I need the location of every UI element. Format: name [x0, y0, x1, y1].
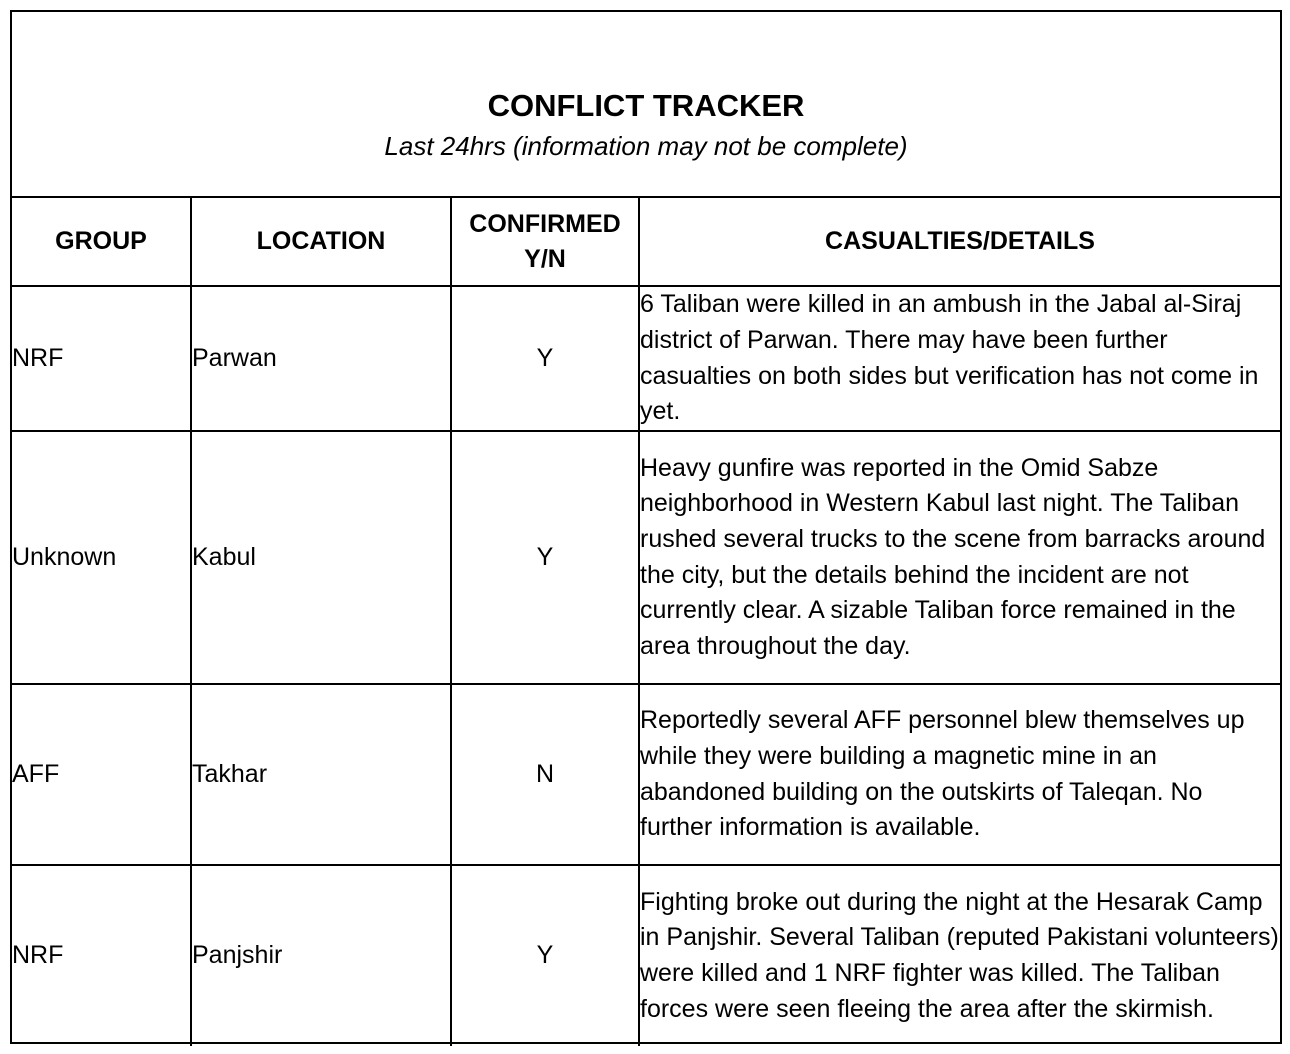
cell-location: Takhar	[191, 684, 451, 865]
column-header-confirmed	[451, 198, 639, 286]
title-block	[12, 12, 1280, 198]
cell-location: Panjshir	[191, 865, 451, 1046]
cell-details: Reportedly several AFF personnel blew themselves up while they were building a magnetic mine in an abandoned building on the outskirts of Taleqan. No further information is available.	[639, 684, 1280, 865]
cell-confirmed: Y	[451, 286, 639, 431]
conflict-tracker-document	[10, 10, 1282, 1044]
page-subtitle: Last 24hrs (information may not be complete)	[384, 131, 908, 161]
cell-details: Heavy gunfire was reported in the Omid Sabze neighborhood in Western Kabul last night. The Taliban rushed several trucks to the scene from barracks around the city, but the details behind the incident are not currently clear. A sizable Taliban force remained in the area throughout the day.	[639, 431, 1280, 684]
column-header-details: CASUALTIES/DETAILS	[639, 198, 1280, 286]
cell-location: Kabul	[191, 431, 451, 684]
cell-confirmed: Y	[451, 865, 639, 1046]
column-header-location: LOCATION	[191, 198, 451, 286]
cell-group: AFF	[12, 684, 191, 865]
cell-group: Unknown	[12, 431, 191, 684]
table-header-row	[12, 198, 1280, 286]
column-header-confirmed-line2: Y/N	[524, 244, 566, 273]
cell-confirmed: N	[451, 684, 639, 865]
cell-group: NRF	[12, 286, 191, 431]
cell-group: NRF	[12, 865, 191, 1046]
conflict-table	[12, 198, 1280, 1046]
column-header-group: GROUP	[12, 198, 191, 286]
table-row	[12, 286, 1280, 431]
cell-location: Parwan	[191, 286, 451, 431]
cell-confirmed: Y	[451, 431, 639, 684]
table-row	[12, 431, 1280, 684]
column-header-confirmed-line1: CONFIRMED	[469, 209, 621, 238]
cell-details: Fighting broke out during the night at the Hesarak Camp in Panjshir. Several Taliban (reputed Pakistani volunteers) were killed and 1 NRF fighter was killed. The Taliban forces were seen fleeing the area after the skirmish.	[639, 865, 1280, 1046]
table-row	[12, 684, 1280, 865]
cell-details: 6 Taliban were killed in an ambush in the Jabal al-Siraj district of Parwan. There may have been further casualties on both sides but verification has not come in yet.	[639, 286, 1280, 431]
table-row	[12, 865, 1280, 1046]
page-title: CONFLICT TRACKER	[487, 88, 805, 123]
